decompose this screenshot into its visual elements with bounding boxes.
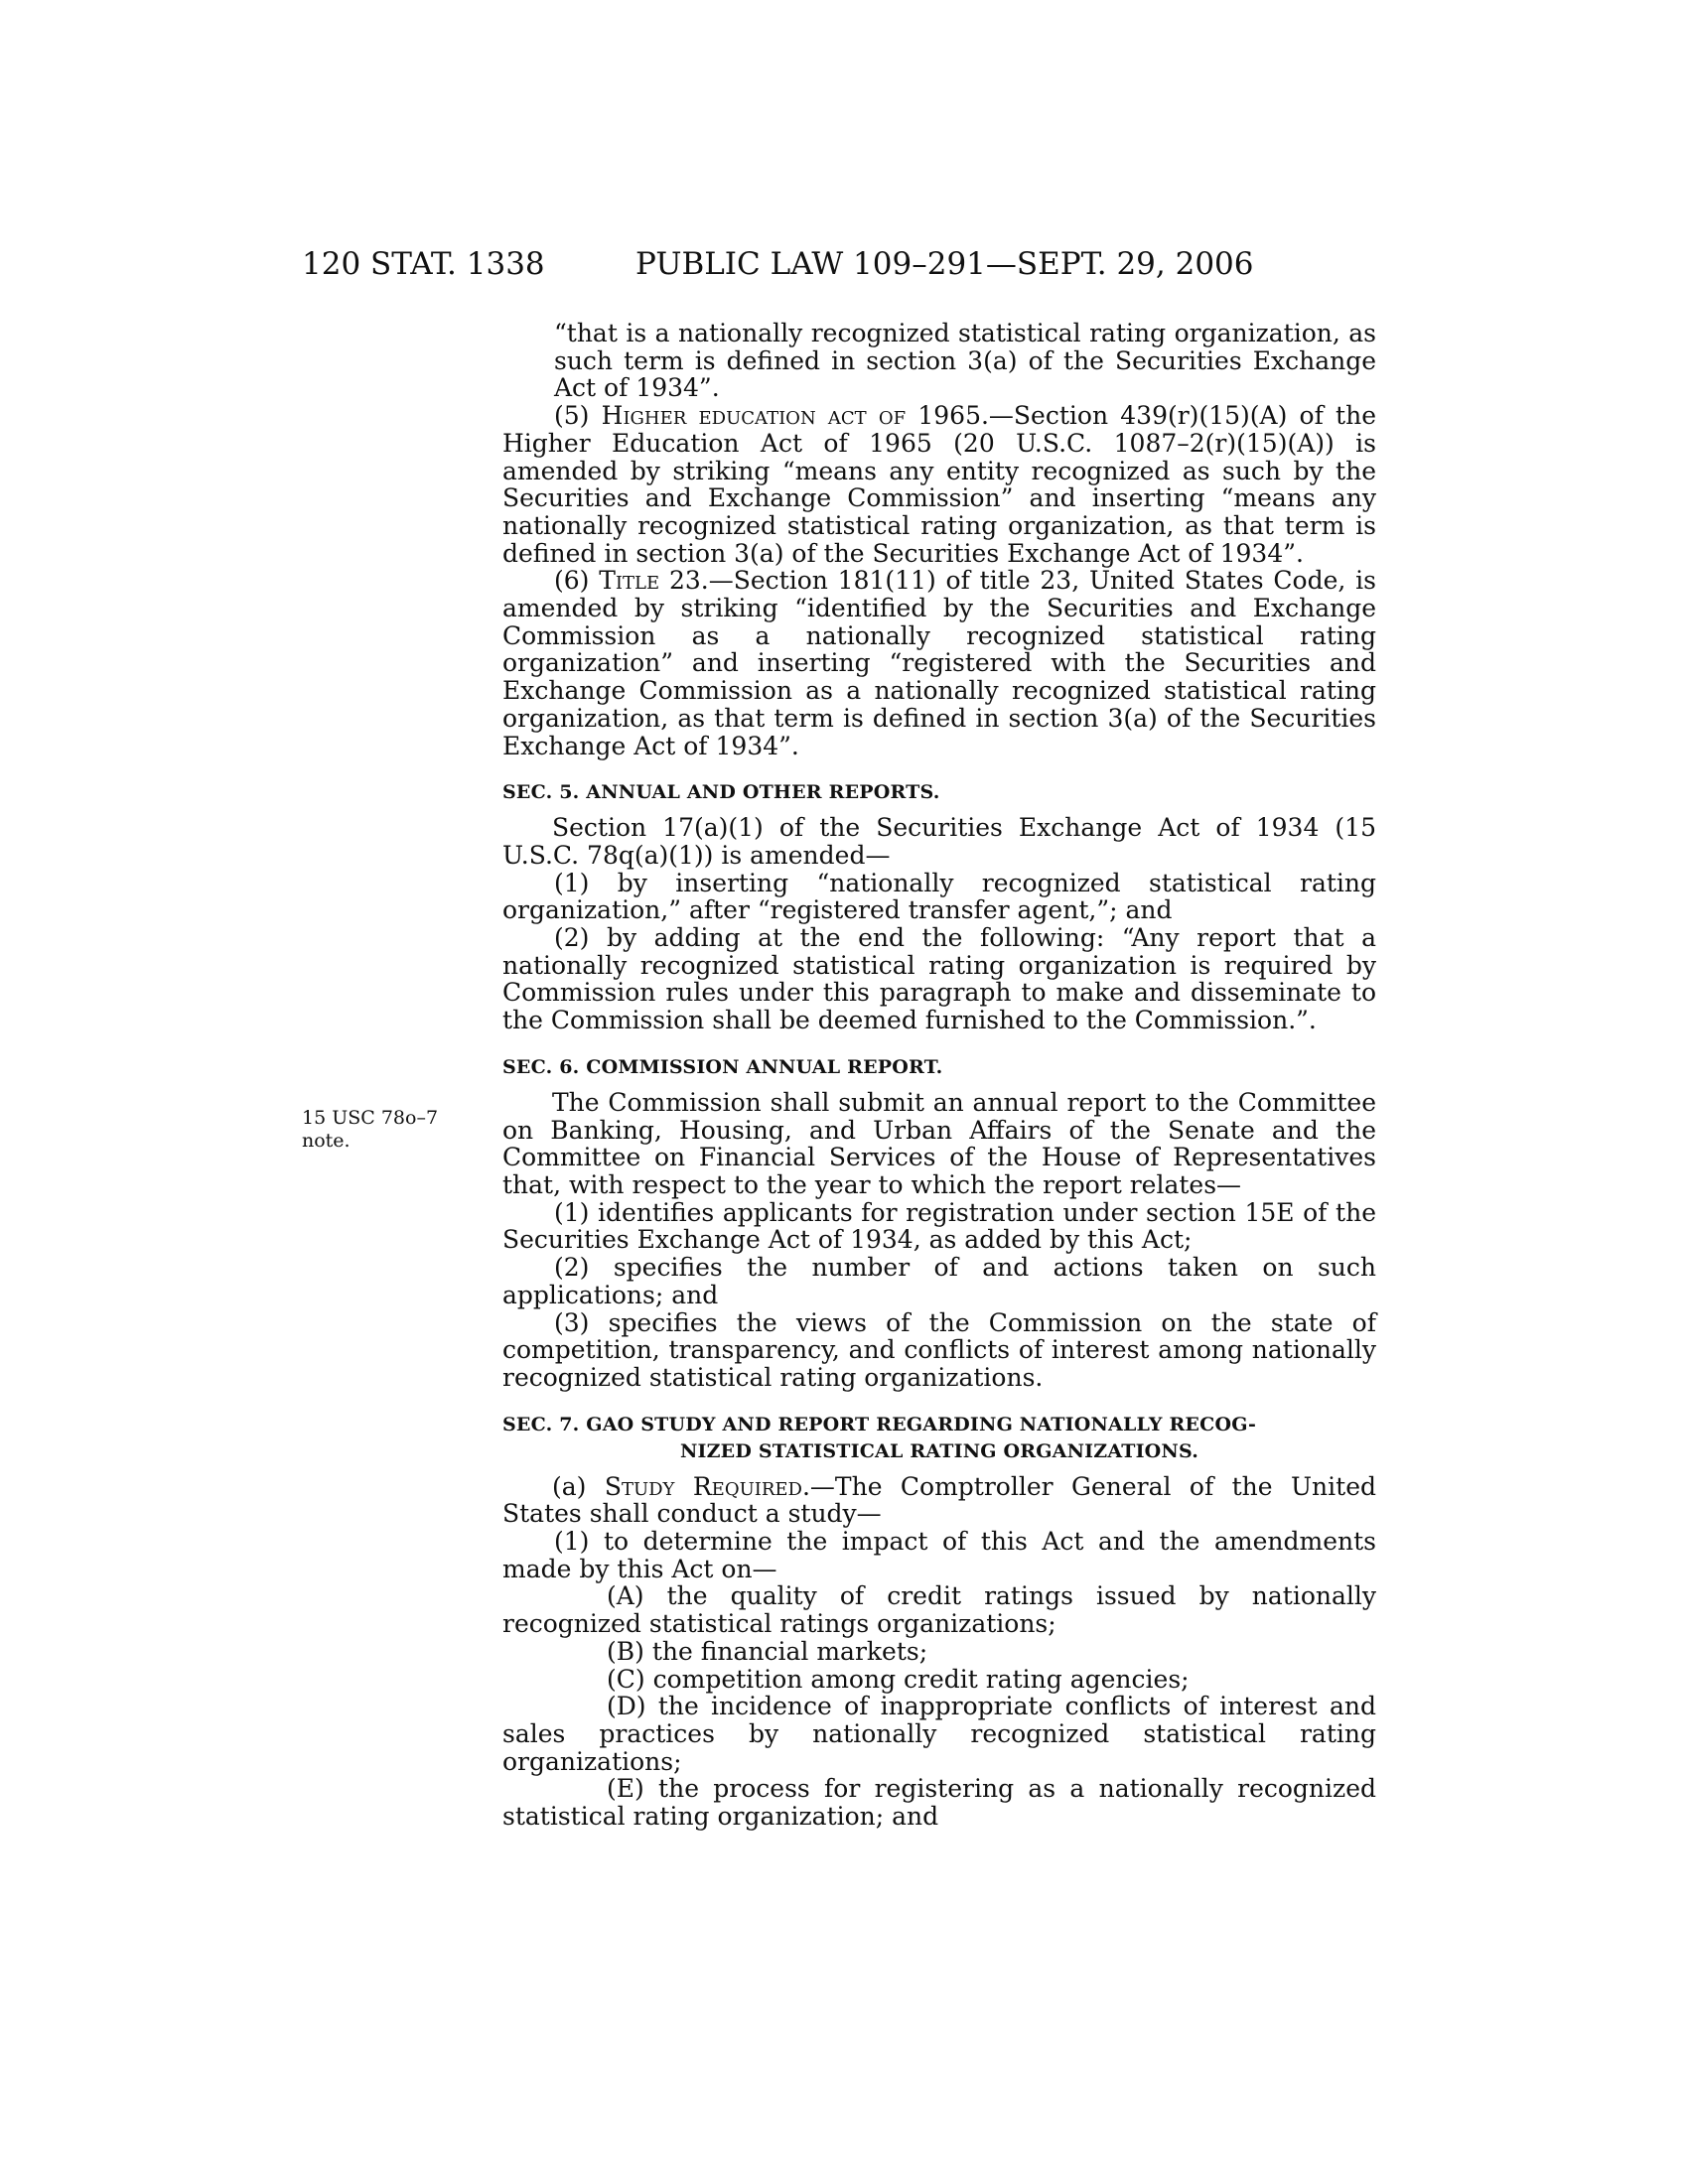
section-6-intro: The Commission shall submit an annual report to the Committee on Banking, Housing, and Urban Affairs of the Senate and the Committee on Financial Services of the House of Representatives that, with respect to the year to which the report relates—: [502, 1087, 1376, 1199]
paragraph-5-heading: Higher education act of 1965: [601, 401, 981, 431]
section-5-intro: Section 17(a)(1) of the Securities Exchange Act of 1934 (15 U.S.C. 78q(a)(1)) is amended—: [502, 813, 1376, 870]
section-6-item-2: (2) specifies the number of and actions taken on such applications; and: [502, 1253, 1376, 1309]
margin-note-label: note.: [302, 1130, 351, 1152]
section-6-heading: SEC. 6. COMMISSION ANNUAL REPORT.: [502, 1055, 943, 1078]
section-7-item-D: (D) the incidence of inappropriate conflicts of interest and sales practices by nationally recognized statistical rating organizations;: [502, 1692, 1376, 1776]
paragraph-6-heading: Title 23: [599, 566, 701, 596]
margin-note: [302, 1107, 461, 1153]
section-7-heading: [502, 1412, 1376, 1465]
section-7-item-E: (E) the process for registering as a nationally recognized statistical rating organization; and: [502, 1774, 1376, 1832]
running-title: PUBLIC LAW 109–291—SEPT. 29, 2006: [635, 246, 1254, 282]
subsection-a-heading: Study Required: [604, 1471, 802, 1501]
paragraph-5: [502, 402, 1376, 567]
section-6-item-3: (3) specifies the views of the Commission on the state of competition, transparency, and conflicts of interest among nationally recognized statistical rating organizations.: [502, 1307, 1376, 1392]
subsection-a-letter: (a): [552, 1471, 605, 1501]
page-header: [0, 246, 1688, 286]
paragraph-5-text: .—Section 439(r)(15)(A) of the Higher Education Act of 1965 (20 U.S.C. 1087–2(r)(15)(A)) is amended by striking “means any entity recognized as such by the Securities and Exchange Commission” and inserting “means any nationally recognized statistical rating organization, as that term is defined in section 3(a) of the Securities Exchange Act of 1934”.: [502, 401, 1376, 568]
section-7-item-C: (C) competition among credit rating agencies;: [607, 1664, 1190, 1694]
paragraph-6-text: .—Section 181(11) of title 23, United States Code, is amended by striking “identified by the Securities and Exchange Commission as a nationally recognized statistical rating organization” and inserting “registered with the Securities and Exchange Commission as a nationally recognized statistical rating organization, as that term is defined in section 3(a) of the Securities Exchange Act of 1934”.: [502, 566, 1376, 760]
paragraph-6-number: (6): [554, 566, 600, 596]
section-6-item-1: (1) identifies applicants for registration under section 15E of the Securities Exchange Act of 1934, as added by this Act;: [502, 1197, 1376, 1255]
paragraph-6: [502, 567, 1376, 759]
section-7-item-A: (A) the quality of credit ratings issued by nationally recognized statistical ratings organizations;: [502, 1581, 1376, 1639]
section-5-item-1: (1) by inserting “nationally recognized statistical rating organization,” after “registered transfer agent,”; and: [502, 868, 1376, 925]
section-7-item-B: (B) the financial markets;: [607, 1636, 928, 1666]
subsection-a-text: .—The Comptroller General of the United States shall conduct a study—: [502, 1471, 1377, 1529]
paragraph-5-number: (5): [554, 401, 602, 431]
statute-page-number: 120 STAT. 1338: [302, 246, 545, 282]
section-5-item-2: (2) by adding at the end the following: “Any report that a nationally recognized statistical rating organization is required by Commission rules under this paragraph to make and disseminate to the Commission shall be deemed furnished to the Commission.”.: [502, 923, 1376, 1035]
margin-note-citation: 15 USC 78o–7: [302, 1107, 439, 1129]
section-7-item-1: (1) to determine the impact of this Act and the amendments made by this Act on—: [502, 1527, 1376, 1583]
document-body: [502, 320, 1376, 1831]
section-5-heading: SEC. 5. ANNUAL AND OTHER REPORTS.: [502, 781, 940, 804]
section-7-subsection-a: [502, 1473, 1376, 1528]
section-7-heading-line-2: NIZED STATISTICAL RATING ORGANIZATIONS.: [679, 1439, 1199, 1462]
paragraph-quote-continuation: “that is a nationally recognized statistical rating organization, as such term is defined in section 3(a) of the Securities Exchange Act of 1934”.: [554, 319, 1376, 403]
section-7-heading-line-1: SEC. 7. GAO STUDY AND REPORT REGARDING NATIONALLY RECOG-: [502, 1413, 1257, 1435]
